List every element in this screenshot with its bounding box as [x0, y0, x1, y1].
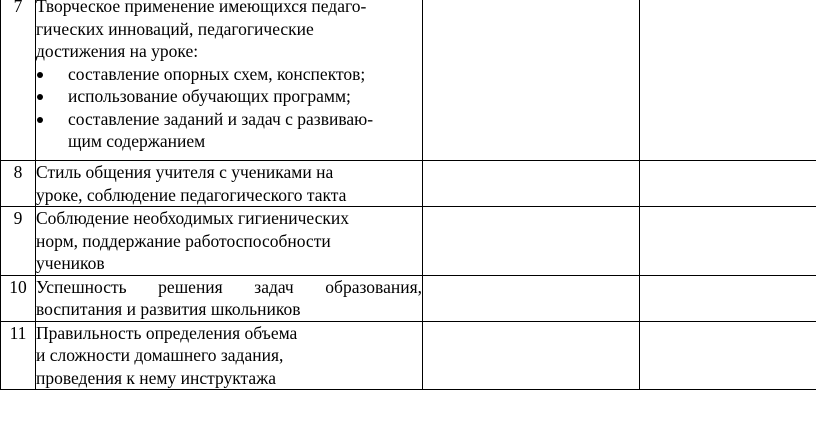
text-line: использование обучающих программ;: [68, 86, 351, 106]
text-line: щим содержанием: [68, 131, 206, 151]
text-line: Соблюдение необходимых гигиенических: [36, 208, 350, 228]
text-line: воспитания и развития школьников: [36, 299, 301, 319]
table-row: [1, 275, 816, 321]
text-line: составление заданий и задач с развиваю-: [68, 108, 374, 129]
table-row: [1, 161, 816, 207]
note-cell: [640, 321, 816, 390]
text-line: достижения на уроке:: [36, 41, 199, 61]
row-number: 10: [1, 275, 36, 321]
criterion-text: [36, 275, 423, 321]
list-item: [36, 85, 422, 108]
text-line: учеников: [36, 253, 105, 273]
criterion-text: [36, 0, 423, 161]
row-number: 8: [1, 161, 36, 207]
bullet-icon: [37, 94, 43, 100]
criterion-text: [36, 207, 423, 276]
score-cell: [423, 161, 640, 207]
text-line: норм, поддержание работоспособности: [36, 230, 331, 251]
text-line: уроке, соблюдение педагогического такта: [36, 184, 347, 205]
row-number: 9: [1, 207, 36, 276]
score-cell: [423, 275, 640, 321]
text-line: Творческое применение имеющихся педаго-: [36, 0, 367, 16]
text-line: и сложности домашнего задания,: [36, 345, 284, 365]
score-cell: [423, 321, 640, 390]
row-number: 7: [1, 0, 36, 161]
text-line: Успешность решения задач образования,: [36, 276, 422, 297]
score-cell: [423, 207, 640, 276]
criterion-text: [36, 161, 423, 207]
list-item: [36, 108, 422, 153]
bullet-icon: [37, 117, 43, 123]
text-line: гических инноваций, педагогические: [36, 18, 314, 39]
text-line: составление опорных схем, конспектов;: [68, 63, 366, 84]
bullet-icon: [37, 72, 43, 78]
note-cell: [640, 275, 816, 321]
table-row: [1, 321, 816, 390]
note-cell: [640, 161, 816, 207]
list-item: [36, 63, 422, 86]
table-row: [1, 0, 816, 161]
criterion-text: [36, 321, 423, 390]
score-cell: [423, 0, 640, 161]
bullet-list: [36, 63, 422, 153]
text-line: проведения к нему инструктажа: [36, 367, 276, 388]
note-cell: [640, 207, 816, 276]
table-row: [1, 207, 816, 276]
text-line: Стиль общения учителя с учениками на: [36, 162, 334, 182]
note-cell: [640, 0, 816, 161]
row-number: 11: [1, 321, 36, 390]
text-line: Правильность определения объема: [36, 322, 298, 343]
